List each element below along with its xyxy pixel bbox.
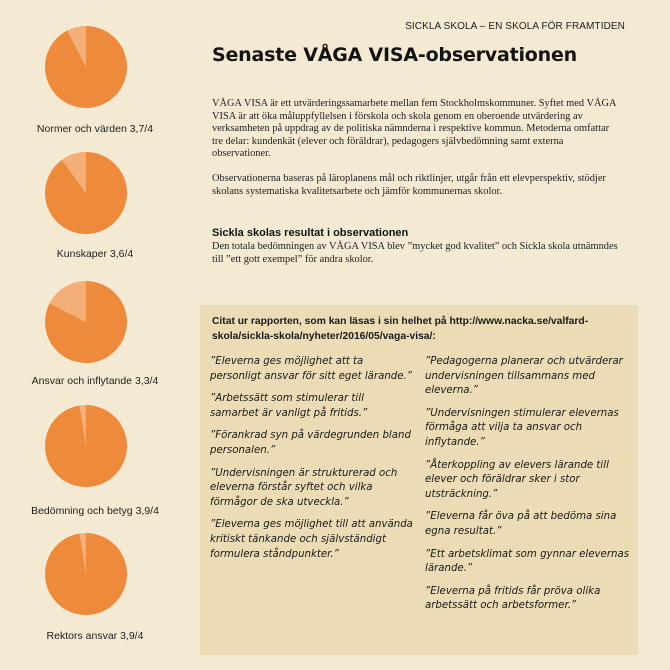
intro-text bbox=[212, 98, 622, 210]
pie-chart bbox=[44, 151, 128, 235]
result-text: Den totala bedömningen av VÅGA VISA blev ”mycket god kvalitet” och Sickla skola utnämndes till ”ett gott exempel” för andra skolor. bbox=[212, 241, 618, 265]
pie-label: Bedömning och betyg 3,9/4 bbox=[31, 505, 159, 517]
pie-charts-column bbox=[0, 0, 190, 670]
quote: ”Förankrad syn på värdegrunden bland personalen.” bbox=[210, 430, 411, 456]
page-title: Senaste VÅGA VISA-observationen bbox=[212, 44, 577, 66]
pie-label: Normer och värden 3,7/4 bbox=[36, 123, 154, 135]
quote: ”Eleverna ges möjlighet till att använda kritiskt tänkande och självständigt formulera ståndpunkter.” bbox=[210, 519, 413, 560]
quote: ”Återkoppling av elevers lärande till elever och föräldrar sker i stor utsträckning.” bbox=[425, 459, 609, 500]
result-heading: Sickla skolas resultat i observationen bbox=[212, 227, 409, 239]
pie-label: Rektors ansvar 3,9/4 bbox=[46, 630, 144, 642]
pie-label: Kunskaper 3,6/4 bbox=[56, 248, 134, 260]
pie-slice-score bbox=[45, 26, 127, 108]
quote-column-left bbox=[210, 355, 415, 570]
quote: ”Eleverna får öva på att bedöma sina egna resultat.” bbox=[425, 511, 617, 537]
quote: ”Undervisningen är strukturerad och eleverna förstår syftet och vilka förmågor de ska utveckla.” bbox=[210, 467, 398, 508]
quote: ”Undervisningen stimulerar elevernas förmåga att vilja ta ansvar och inflytande.” bbox=[425, 407, 619, 448]
pie-slice-score bbox=[45, 152, 127, 234]
quote: ”Ett arbetsklimat som gynnar elevernas lärande.” bbox=[425, 548, 630, 575]
pie-chart bbox=[44, 404, 128, 488]
quote: ”Eleverna på fritids får pröva olika arbetssätt och arbetsformer.” bbox=[425, 585, 601, 612]
pie-chart bbox=[44, 280, 128, 364]
intro-paragraph-1: VÅGA VISA är ett utvärderingssamarbete mellan fem Stockholmskommuner. Syftet med VÅGA VISA är att öka måluppfyllelsen i förskola och skola genom en oberoende utvärdering av verksamheten på uppdrag av de politiska nämnderna i respektive kommun. Metoderna omfattar tre delar: kundenkät (elever och föräldrar), pedagogers självbedömning samt externa observationer. bbox=[212, 98, 616, 160]
quote-intro: Citat ur rapporten, som kan läsas i sin helhet på http://www.nacka.se/valfard-skola/sickla-skola/nyheter/2016/05/vaga-visa/: bbox=[212, 316, 589, 342]
quote: ”Pedagogerna planerar och utvärderar undervisningen tillsammans med eleverna.” bbox=[425, 356, 623, 397]
quote-box bbox=[200, 305, 638, 655]
pie-label: Ansvar och inflytande 3,3/4 bbox=[31, 375, 159, 387]
header-tag: SICKLA SKOLA – EN SKOLA FÖR FRAMTIDEN bbox=[405, 21, 625, 32]
pie-chart bbox=[44, 532, 128, 616]
quote: ”Eleverna ges möjlighet att ta personligt ansvar för sitt eget lärande.” bbox=[210, 356, 413, 382]
quote-column-right bbox=[425, 355, 630, 622]
intro-paragraph-2: Observationerna baseras på läroplanens mål och riktlinjer, utgår från ett elevperspektiv, stödjer skolans systematiska kvalitetsarbete och jämför kommunernas skolor. bbox=[212, 172, 606, 197]
quote: ”Arbetssätt som stimulerar till samarbet är vanligt på fritids.” bbox=[210, 393, 368, 419]
pie-chart bbox=[44, 25, 128, 109]
